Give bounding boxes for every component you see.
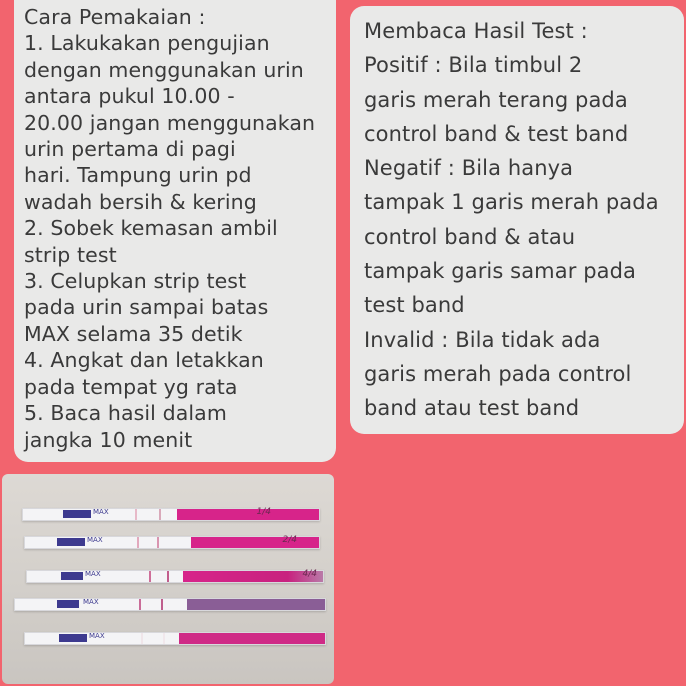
strip-max-label: MAX	[85, 570, 101, 578]
results-line: Invalid : Bila tidak ada	[364, 327, 601, 352]
strip-max-label: MAX	[83, 598, 99, 606]
instructions-line: wadah bersih & kering	[24, 189, 257, 214]
strip-control-band	[159, 509, 161, 520]
results-line: control band & test band	[364, 121, 629, 146]
strip-test-band	[149, 571, 151, 582]
results-line: control band & atau	[364, 224, 576, 249]
strip-handle	[63, 510, 91, 518]
test-strip	[26, 570, 324, 583]
strip-test-band	[139, 599, 141, 610]
results-line: Positif : Bila timbul 2	[364, 53, 583, 78]
strip-test-band	[137, 537, 139, 548]
results-line: garis merah pada control	[364, 361, 632, 386]
results-line: test band	[364, 293, 465, 318]
strip-mark: 1/4	[256, 507, 271, 517]
strip-handle	[57, 600, 79, 608]
instructions-heading: Cara Pemakaian :	[24, 5, 206, 29]
test-strip	[24, 536, 320, 549]
test-strips-photo	[2, 474, 334, 684]
results-line: tampak 1 garis merah pada	[364, 190, 659, 215]
instructions-line: antara pukul 10.00 -	[24, 84, 235, 109]
strip-pad	[179, 633, 325, 644]
instructions-line: pada tempat yg rata	[24, 374, 238, 399]
strip-test-band	[135, 509, 137, 520]
results-line: tampak garis samar pada	[364, 259, 637, 284]
instructions-line: jangka 10 menit	[24, 427, 193, 452]
strip-max-label: MAX	[89, 632, 105, 640]
strip-max-label: MAX	[93, 508, 109, 516]
instructions-card	[14, 0, 336, 462]
results-card	[350, 6, 684, 434]
strip-max-label: MAX	[87, 536, 103, 544]
instructions-line: 2. Sobek kemasan ambil	[24, 216, 278, 241]
strip-control-band	[167, 571, 169, 582]
strip-handle	[57, 538, 85, 546]
results-line: garis merah terang pada	[364, 87, 628, 112]
strip-handle	[59, 634, 87, 642]
instructions-line: MAX selama 35 detik	[24, 321, 243, 346]
strip-mark: 4/4	[302, 569, 317, 579]
strip-pad	[191, 537, 319, 548]
strip-handle	[61, 572, 83, 580]
results-line: Negatif : Bila hanya	[364, 156, 574, 181]
instructions-line: 20.00 jangan menggunakan	[24, 110, 316, 135]
strip-mark: 2/4	[282, 535, 297, 545]
results-text	[364, 14, 659, 426]
strip-control-band	[163, 633, 165, 644]
test-strip	[24, 632, 326, 645]
results-heading: Membaca Hasil Test :	[364, 19, 588, 43]
strip-test-band	[141, 633, 143, 644]
instructions-line: strip test	[24, 242, 117, 267]
instructions-line: pada urin sampai batas	[24, 295, 269, 320]
test-strip	[22, 508, 320, 521]
instructions-line: dengan menggunakan urin	[24, 57, 304, 82]
strip-control-band	[161, 599, 163, 610]
test-strip	[14, 598, 326, 611]
instructions-line: 4. Angkat dan letakkan	[24, 348, 264, 373]
results-line: band atau test band	[364, 396, 580, 421]
strip-control-band	[157, 537, 159, 548]
instructions-line: 3. Celupkan strip test	[24, 269, 247, 294]
instructions-line: urin pertama di pagi	[24, 137, 236, 162]
strip-pad	[177, 509, 319, 520]
instructions-text	[24, 4, 315, 453]
instructions-line: hari. Tampung urin pd	[24, 163, 252, 188]
instructions-line: 5. Baca hasil dalam	[24, 401, 227, 426]
instructions-line: 1. Lakukakan pengujian	[24, 31, 270, 56]
strip-pad	[187, 599, 325, 610]
